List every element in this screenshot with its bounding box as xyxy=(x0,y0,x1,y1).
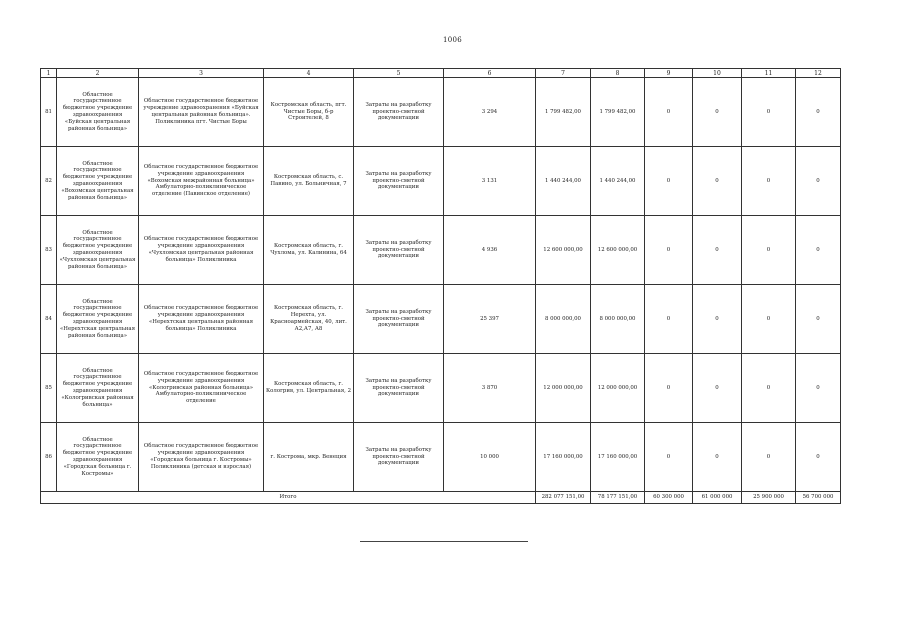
col-11-value: 0 xyxy=(742,147,796,216)
column-number-row xyxy=(41,69,841,78)
table-row xyxy=(41,216,841,285)
col-header: 2 xyxy=(57,69,139,78)
table-row xyxy=(41,354,841,423)
col-10-value: 0 xyxy=(693,78,742,147)
cost-year: 17 160 000,00 xyxy=(591,423,645,492)
col-header: 6 xyxy=(444,69,536,78)
work-purpose: Затраты на разработку проектно-сметной документации xyxy=(354,423,444,492)
row-number: 83 xyxy=(41,216,57,285)
cost-year: 1 440 244,00 xyxy=(591,147,645,216)
col-header: 7 xyxy=(536,69,591,78)
col-12-value: 0 xyxy=(796,147,841,216)
col-header: 10 xyxy=(693,69,742,78)
cost-year: 1 799 482,00 xyxy=(591,78,645,147)
org-name: Областное государственное бюджетное учреждение здравоохранения «Кологривская районная больница» xyxy=(57,354,139,423)
total-col-12: 56 700 000 xyxy=(796,492,841,504)
object-area: 3 131 xyxy=(444,147,536,216)
col-12-value: 0 xyxy=(796,354,841,423)
col-9-value: 0 xyxy=(645,78,693,147)
col-10-value: 0 xyxy=(693,216,742,285)
investment-table xyxy=(40,68,841,504)
total-row xyxy=(41,492,841,504)
work-purpose: Затраты на разработку проектно-сметной документации xyxy=(354,78,444,147)
total-label: Итого xyxy=(41,492,536,504)
row-number: 82 xyxy=(41,147,57,216)
estimated-cost: 17 160 000,00 xyxy=(536,423,591,492)
table-row xyxy=(41,147,841,216)
object-address: Костромская область, с. Павино, ул. Больничная, 7 xyxy=(264,147,354,216)
col-9-value: 0 xyxy=(645,285,693,354)
estimated-cost: 12 000 000,00 xyxy=(536,354,591,423)
col-10-value: 0 xyxy=(693,354,742,423)
row-number: 86 xyxy=(41,423,57,492)
org-name: Областное государственное бюджетное учреждение здравоохранения «Чухломская центральная районная больница» xyxy=(57,216,139,285)
col-9-value: 0 xyxy=(645,216,693,285)
col-header: 11 xyxy=(742,69,796,78)
object-address: г. Кострома, мкр. Венеция xyxy=(264,423,354,492)
cost-year: 12 600 000,00 xyxy=(591,216,645,285)
col-11-value: 0 xyxy=(742,78,796,147)
object-area: 25 397 xyxy=(444,285,536,354)
col-header: 4 xyxy=(264,69,354,78)
estimated-cost: 1 799 482,00 xyxy=(536,78,591,147)
total-col-11: 25 900 000 xyxy=(742,492,796,504)
object-address: Костромская область, г. Кологрив, ул. Центральная, 2 xyxy=(264,354,354,423)
col-header: 3 xyxy=(139,69,264,78)
object-name: Областное государственное бюджетное учреждение здравоохранения «Городская больница г. Костромы» Поликлиника (детская и взрослая) xyxy=(139,423,264,492)
object-area: 10 000 xyxy=(444,423,536,492)
row-number: 84 xyxy=(41,285,57,354)
page-number: 1006 xyxy=(442,36,462,44)
table-row xyxy=(41,423,841,492)
org-name: Областное государственное бюджетное учреждение здравоохранения «Вохомская центральная районная больница» xyxy=(57,147,139,216)
col-11-value: 0 xyxy=(742,354,796,423)
total-cost: 282 077 151,00 xyxy=(536,492,591,504)
col-header: 5 xyxy=(354,69,444,78)
col-header: 1 xyxy=(41,69,57,78)
col-12-value: 0 xyxy=(796,216,841,285)
org-name: Областное государственное бюджетное учреждение здравоохранения «Нерехтская центральная районная больница» xyxy=(57,285,139,354)
col-9-value: 0 xyxy=(645,354,693,423)
object-name: Областное государственное бюджетное учреждение здравоохранения «Буйская центральная районная больница». Поликлиника пгт. Чистые Боры xyxy=(139,78,264,147)
org-name: Областное государственное бюджетное учреждение здравоохранения «Городская больница г. Костромы» xyxy=(57,423,139,492)
col-11-value: 0 xyxy=(742,216,796,285)
total-cost-year: 78 177 151,00 xyxy=(591,492,645,504)
col-10-value: 0 xyxy=(693,285,742,354)
work-purpose: Затраты на разработку проектно-сметной документации xyxy=(354,354,444,423)
object-area: 4 936 xyxy=(444,216,536,285)
col-11-value: 0 xyxy=(742,423,796,492)
col-12-value: 0 xyxy=(796,285,841,354)
work-purpose: Затраты на разработку проектно-сметной документации xyxy=(354,216,444,285)
table-row xyxy=(41,285,841,354)
col-10-value: 0 xyxy=(693,423,742,492)
cost-year: 8 000 000,00 xyxy=(591,285,645,354)
col-9-value: 0 xyxy=(645,423,693,492)
col-12-value: 0 xyxy=(796,78,841,147)
estimated-cost: 12 600 000,00 xyxy=(536,216,591,285)
estimated-cost: 8 000 000,00 xyxy=(536,285,591,354)
estimated-cost: 1 440 244,00 xyxy=(536,147,591,216)
object-name: Областное государственное бюджетное учреждение здравоохранения «Чухломская центральная районная больница» Поликлиника xyxy=(139,216,264,285)
col-9-value: 0 xyxy=(645,147,693,216)
row-number: 81 xyxy=(41,78,57,147)
work-purpose: Затраты на разработку проектно-сметной документации xyxy=(354,285,444,354)
row-number: 85 xyxy=(41,354,57,423)
object-address: Костромская область, г. Чухлома, ул. Калинина, 64 xyxy=(264,216,354,285)
work-purpose: Затраты на разработку проектно-сметной документации xyxy=(354,147,444,216)
col-10-value: 0 xyxy=(693,147,742,216)
total-col-10: 61 000 000 xyxy=(693,492,742,504)
col-12-value: 0 xyxy=(796,423,841,492)
col-header: 12 xyxy=(796,69,841,78)
table-row xyxy=(41,78,841,147)
object-area: 3 294 xyxy=(444,78,536,147)
object-name: Областное государственное бюджетное учреждение здравоохранения «Вохомская межрайонная больница» Амбулаторно-поликлиническое отделение (Павинское отделение) xyxy=(139,147,264,216)
col-header: 8 xyxy=(591,69,645,78)
closing-rule xyxy=(360,541,528,542)
org-name: Областное государственное бюджетное учреждение здравоохранения «Буйская центральная районная больница» xyxy=(57,78,139,147)
total-col-9: 60 300 000 xyxy=(645,492,693,504)
object-name: Областное государственное бюджетное учреждение здравоохранения «Кологривская районная больница» Амбулаторно-поликлиническое отделение xyxy=(139,354,264,423)
cost-year: 12 000 000,00 xyxy=(591,354,645,423)
col-header: 9 xyxy=(645,69,693,78)
object-area: 3 870 xyxy=(444,354,536,423)
col-11-value: 0 xyxy=(742,285,796,354)
object-address: Костромская область, пгт. Чистые Боры, б-р Строителей, 8 xyxy=(264,78,354,147)
object-name: Областное государственное бюджетное учреждение здравоохранения «Нерехтская центральная районная больница» Поликлиника xyxy=(139,285,264,354)
object-address: Костромская область, г. Нерехта, ул. Красноармейская, 40, лит. А2,А7, А8 xyxy=(264,285,354,354)
